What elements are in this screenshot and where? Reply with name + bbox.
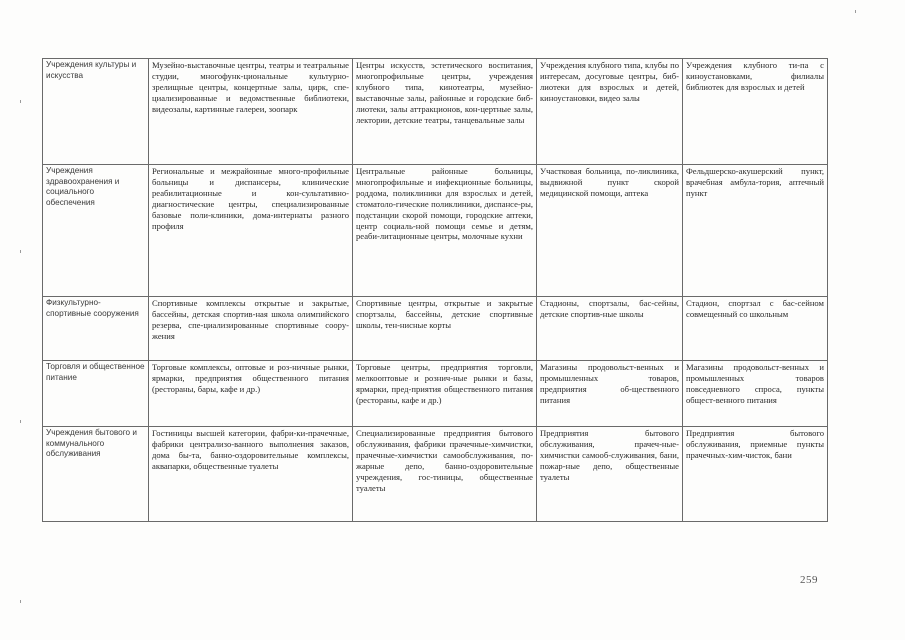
table-cell: Специализированные предприятия бытового обслуживания, фабрики прачечные-химчистки, прачечные-химчистки самообслуживания, по-жарные депо, банно-оздоровительные учреждения, гос-тиницы, общественные туалеты xyxy=(353,427,537,522)
table-cell: Стадион, спортзал с бас-сейном совмещенный со школьным xyxy=(683,297,828,361)
table-cell: Участковая больница, по-ликлиника, выдвижной пункт скорой медицинской помощи, аптека xyxy=(537,165,683,297)
table-row xyxy=(43,361,828,427)
table-cell: Предприятия бытового обслуживания, приемные пункты прачечных-хим-чисток, бани xyxy=(683,427,828,522)
table-cell: Торговые центры, предприятия торговли, мелкооптовые и рознич-ные рынки и базы, ярмарки, пред-приятия общественного питания (рестораны, кафе и др.) xyxy=(353,361,537,427)
row-category: Учреждения культуры и искусства xyxy=(43,59,149,165)
scan-speck xyxy=(20,100,21,103)
table-cell: Стадионы, спортзалы, бас-сейны, детские спортив-ные школы xyxy=(537,297,683,361)
scan-speck xyxy=(20,600,21,603)
scan-speck xyxy=(855,10,856,13)
table-row xyxy=(43,59,828,165)
table-cell: Фельдшерско-акушерский пункт, врачебная амбула-тория, аптечный пункт xyxy=(683,165,828,297)
table-cell: Спортивные центры, открытые и закрытые спортзалы, бассейны, детские спортивные школы, тен-нисные корты xyxy=(353,297,537,361)
row-category: Учреждения бытового и коммунального обслуживания xyxy=(43,427,149,522)
table-cell: Магазины продовольст-венных и промышленных товаров повседневного спроса, пункты общест-венного питания xyxy=(683,361,828,427)
table-cell: Региональные и межрайонные много-профильные больницы и диспансеры, клинические реабилитационные и кон-сультативно-диагностические центры, специализированные базовые поли-клиники, дома-интернаты разного профиля xyxy=(149,165,353,297)
scan-speck xyxy=(20,420,21,423)
table-cell: Учреждения клубного ти-па с киноустановками, филиалы библиотек для взрослых и детей xyxy=(683,59,828,165)
table-row xyxy=(43,165,828,297)
table-cell: Торговые комплексы, оптовые и роз-ничные рынки, ярмарки, предприятия общественного питания (рестораны, бары, кафе и др.) xyxy=(149,361,353,427)
table-cell: Музейно-выставочные центры, театры и театральные студии, многофунк-циональные культурно-зрелищные центры, концертные залы, цирк, спе-циализированные и ведомственные библиотеки, видеозалы, картинные галереи, зоопарк xyxy=(149,59,353,165)
table-row xyxy=(43,427,828,522)
table-cell: Гостиницы высшей категории, фабри-ки-прачечные, фабрики централизо-ванного выполнения заказов, дома бы-та, банно-оздоровительные комплексы, аквапарки, общественные туалеты xyxy=(149,427,353,522)
table-cell: Спортивные комплексы открытые и закрытые, бассейны, детская спортив-ная школа олимпийского резерва, спе-циализированные спортивные соору-жения xyxy=(149,297,353,361)
table-row xyxy=(43,297,828,361)
scan-speck xyxy=(20,250,21,253)
row-category: Торговля и общественное питание xyxy=(43,361,149,427)
table-cell: Предприятия бытового обслуживания, прачеч-ные-химчистки самооб-служивания, бани, пожар-ные депо, общественные туалеты xyxy=(537,427,683,522)
table-cell: Учреждения клубного типа, клубы по интересам, досуговые центры, биб-лиотеки для взрослых и детей, киноустановки, видео залы xyxy=(537,59,683,165)
row-category: Учреждения здравоохранения и социального обеспечения xyxy=(43,165,149,297)
table-cell: Центры искусств, эстетического воспитания, многопрофильные центры, учреждения клубного типа, кинотеатры, музейно-выставочные залы, районные и городские биб-лиотеки, залы аттракционов, кон-цертные залы, лектории, детские театры, танцевальные залы xyxy=(353,59,537,165)
page-number: 259 xyxy=(800,574,818,586)
facilities-table xyxy=(42,58,828,522)
row-category: Физкультурно-спортивные сооружения xyxy=(43,297,149,361)
table-cell: Центральные районные больницы, многопрофильные и инфекционные больницы, роддома, поликлиники для взрослых и детей, стоматоло-гические поликлиники, диспансе-ры, подстанции скорой помощи, городские аптеки, центр социаль-ной помощи семье и детям, реаби-литационные центры, молочные кухни xyxy=(353,165,537,297)
table-cell: Магазины продовольст-венных и промышленных товаров, предприятия об-щественного питания xyxy=(537,361,683,427)
